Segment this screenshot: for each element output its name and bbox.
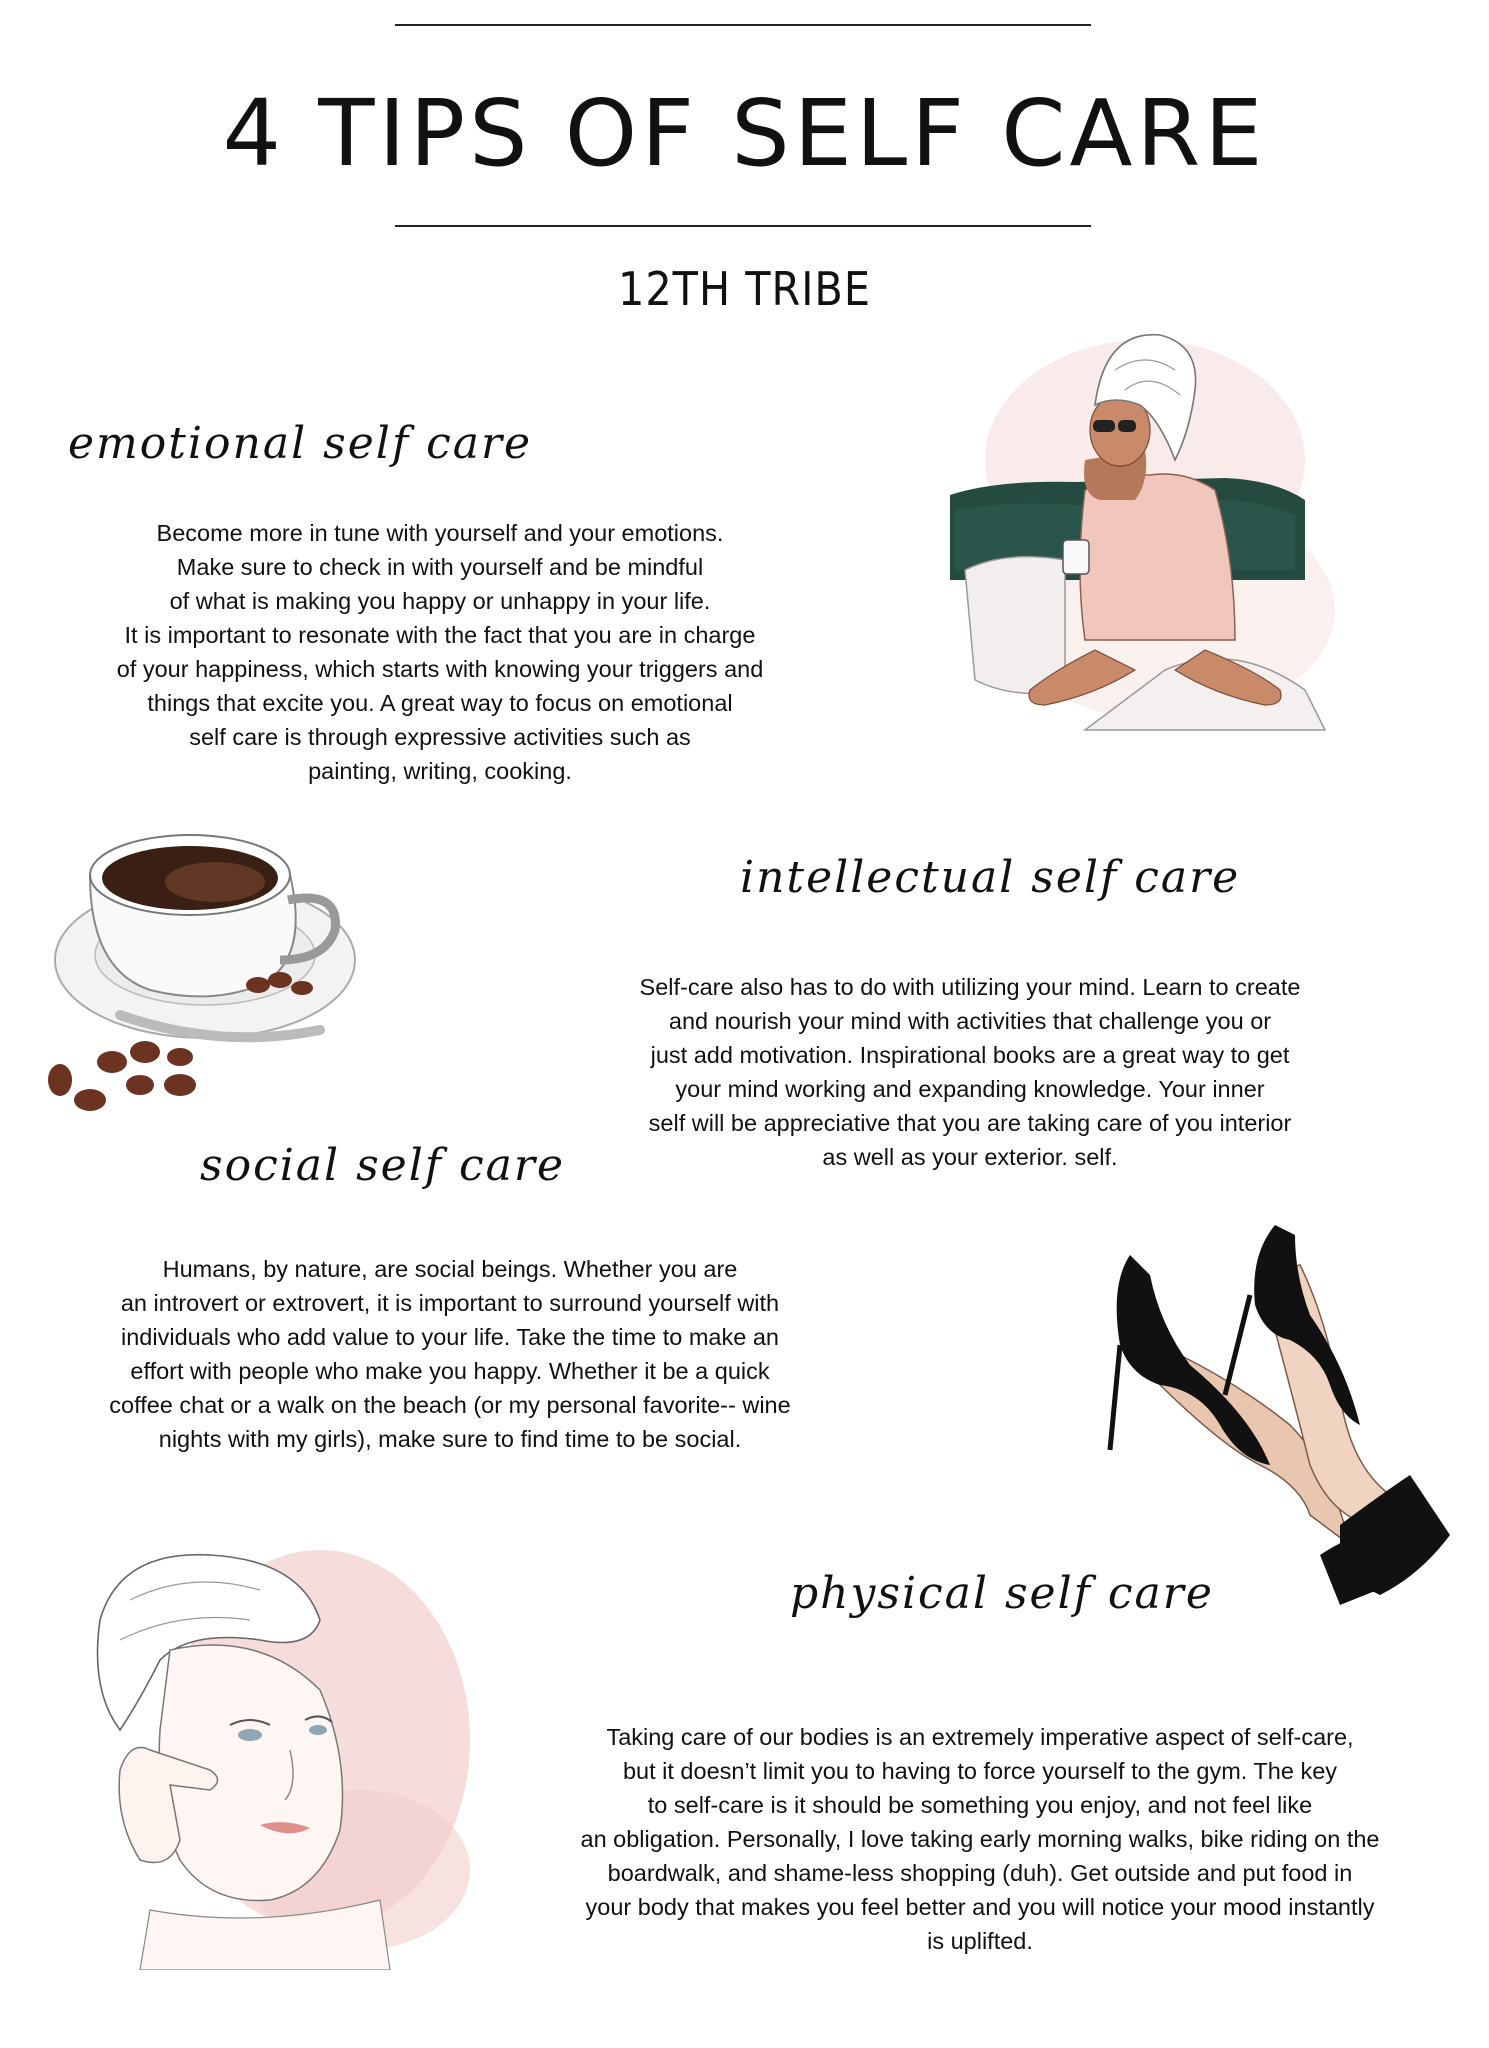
emotional-heading: emotional self care — [68, 418, 533, 469]
paragraph-line: as well as your exterior. self. — [822, 1144, 1118, 1170]
paragraph-line: your mind working and expanding knowledge. Your inner — [675, 1076, 1265, 1102]
paragraph-line: of what is making you happy or unhappy in your life. — [169, 588, 711, 614]
bottom-rule — [395, 225, 1091, 227]
page-title: 4 TIPS OF SELF CARE — [222, 80, 1267, 187]
paragraph-line: Self-care also has to do with utilizing your mind. Learn to create — [639, 974, 1301, 1000]
paragraph-line: but it doesn’t limit you to having to force yourself to the gym. The key — [622, 1758, 1338, 1784]
emotional-paragraph — [70, 516, 810, 788]
woman-face-with-towel-illustration — [60, 1540, 470, 1970]
black-high-heels-legs-illustration — [1090, 1215, 1450, 1615]
paragraph-line: individuals who add value to your life. Take the time to make an — [121, 1324, 779, 1350]
paragraph-line: effort with people who make you happy. Whether it be a quick — [130, 1358, 770, 1384]
intellectual-paragraph — [580, 970, 1360, 1174]
paragraph-line: an obligation. Personally, I love taking early morning walks, bike riding on the — [580, 1826, 1380, 1852]
paragraph-line: Become more in tune with yourself and your emotions. — [156, 520, 724, 546]
paragraph-line: self care is through expressive activities such as — [189, 724, 691, 750]
paragraph-line: things that excite you. A great way to focus on emotional — [147, 690, 733, 716]
paragraph-line: Taking care of our bodies is an extremely imperative aspect of self-care, — [606, 1724, 1354, 1750]
paragraph-line: and nourish your mind with activities that challenge you or — [668, 1008, 1272, 1034]
paragraph-line: is uplifted. — [927, 1928, 1033, 1954]
paragraph-line: self will be appreciative that you are taking care of you interior — [648, 1110, 1292, 1136]
top-rule — [395, 24, 1091, 26]
paragraph-line: an introvert or extrovert, it is important to surround yourself with — [120, 1290, 780, 1316]
social-paragraph — [60, 1252, 840, 1456]
physical-heading: physical self care — [790, 1568, 1214, 1619]
brand-logo: 12TH TRIBE — [618, 262, 871, 316]
intellectual-heading: intellectual self care — [740, 852, 1241, 903]
paragraph-line: of your happiness, which starts with knowing your triggers and — [116, 656, 764, 682]
paragraph-line: Humans, by nature, are social beings. Whether you are — [162, 1256, 738, 1282]
paragraph-line: your body that makes you feel better and you will notice your mood instantly — [585, 1894, 1375, 1920]
paragraph-line: Make sure to check in with yourself and be mindful — [176, 554, 704, 580]
paragraph-line: painting, writing, cooking. — [308, 758, 572, 784]
social-heading: social self care — [200, 1140, 565, 1191]
paragraph-line: just add motivation. Inspirational books are a great way to get — [650, 1042, 1290, 1068]
paragraph-line: coffee chat or a walk on the beach (or my personal favorite-- wine — [109, 1392, 791, 1418]
coffee-cup-with-beans-illustration — [40, 820, 360, 1120]
physical-paragraph — [520, 1720, 1440, 1958]
paragraph-line: boardwalk, and shame-less shopping (duh). Get outside and put food in — [607, 1860, 1353, 1886]
paragraph-line: to self-care is it should be something you enjoy, and not feel like — [647, 1792, 1313, 1818]
paragraph-line: It is important to resonate with the fact that you are in charge — [124, 622, 756, 648]
paragraph-line: nights with my girls), make sure to find time to be social. — [158, 1426, 742, 1452]
woman-in-towel-with-coffee-illustration — [935, 310, 1335, 750]
